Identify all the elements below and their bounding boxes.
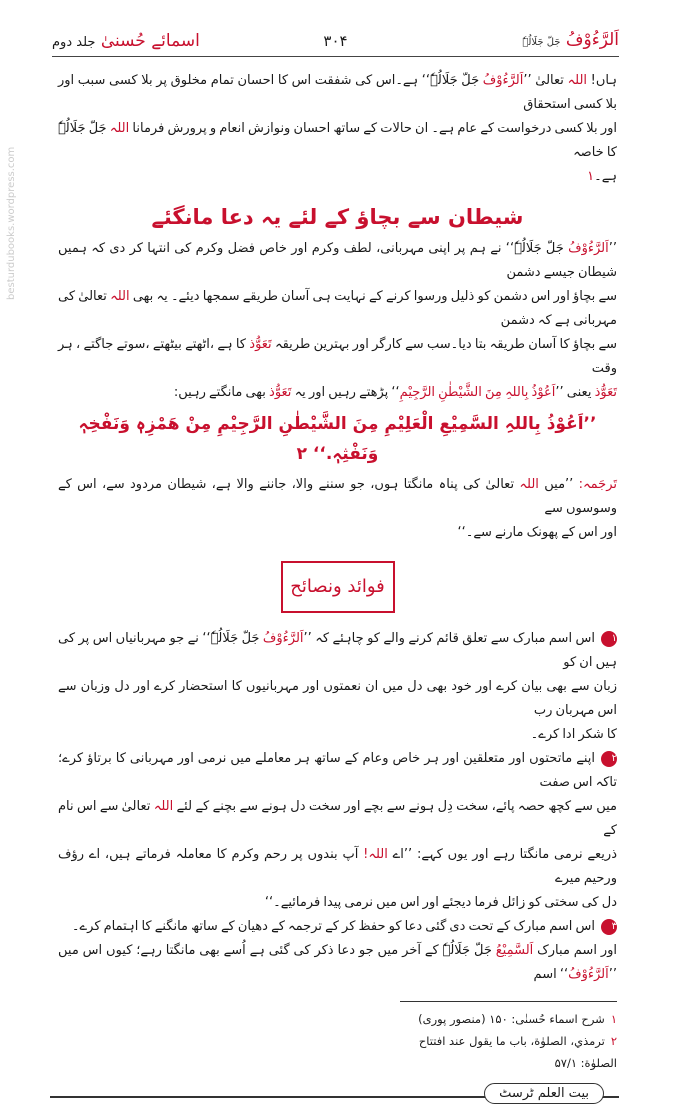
text-line [58, 69, 617, 117]
text-line [58, 675, 617, 723]
highlighted-text: اللہ [110, 289, 130, 304]
text-segment: زبان سے بھی بیان کرے اور خود بھی دل میں ان نعمتوں اور مہربانیوں کا استحضار کرے اور دل وزبان سے اس مہربان رب [58, 679, 617, 718]
page-number: ۳۰۴ [323, 32, 348, 50]
point-number-badge: ۱ [601, 631, 617, 647]
text-segment: ‘‘ پڑھتے رہیں اور یہ [291, 385, 400, 400]
text-segment: اور اس کے پھونک مارنے سے۔‘‘ [457, 525, 617, 540]
text-line [58, 117, 617, 165]
point-item [58, 627, 617, 747]
volume-label: جلد دوم [52, 35, 96, 50]
highlighted-text: اللہ [153, 799, 174, 814]
text-line [58, 915, 617, 939]
footnote-mark: ۲ [610, 1034, 617, 1048]
text-segment: سے بچاؤ اور اس دشمن کو ذلیل ورسوا کرنے کے نہایت ہی آسان طریقے سمجھا دیئے۔ یہ بھی [129, 289, 617, 304]
intro-paragraph [58, 69, 617, 189]
text-segment: جَلّ جَلَالُہٗ کے آخر میں جو دعا ذکر کی گئی ہے اُسے بھی مانگتا رہے؛ کیوں اس میں ’’ [58, 943, 617, 982]
text-segment: تعالیٰ کی مہربانی ہے کہ دشمن [58, 289, 617, 328]
points-list [58, 627, 617, 939]
point-number-badge: ۳ [601, 919, 617, 935]
highlighted-text: اَلرَّءُوْفُ [568, 241, 609, 256]
point-item [58, 915, 617, 939]
publisher-label: بیت العلم ٹرسٹ [484, 1083, 604, 1104]
text-line [58, 521, 617, 545]
footnote-text: ترمذي، الصلوٰة، باب ما يقول عند افتتاح الصلوٰة: ۵۷/۱ [418, 1034, 617, 1070]
header-chapter [522, 30, 619, 50]
section-paragraph [58, 237, 617, 405]
translation-paragraph [58, 473, 617, 545]
text-segment: ذریعے نرمی مانگتا رہے اور یوں کہے: ’’اے [387, 847, 617, 862]
text-segment: کا ہے ،اٹھتے بیٹھتے ،سوتے جاگتے ، ہر وقت [58, 337, 617, 376]
highlighted-text: تَعَوُّذ [249, 337, 272, 352]
highlighted-text: اَلرَّءُوْفُ [568, 967, 609, 982]
highlighted-text: اَعُوْذُ بِاللہِ مِنَ الشَّیْطٰنِ الرَّجِیْمِ [399, 385, 556, 400]
text-line [58, 473, 617, 521]
text-line [58, 747, 617, 795]
header-name: اَلرَّءُوْفُ [565, 30, 619, 50]
text-segment: جَلّ جَلَالُہٗ کا خاصہ [58, 121, 617, 160]
text-segment: ’’ [608, 241, 617, 256]
text-segment: کا شکر ادا کرے۔ [530, 727, 617, 742]
text-line [58, 939, 617, 987]
section-heading: شیطان سے بچاؤ کے لئے یہ دعا مانگئے [151, 205, 524, 229]
text-segment: اور اسم مبارک [533, 943, 617, 958]
text-segment: آپ بندوں پر رحم وکرم کا معاملہ فرماتے ہیں، اے رؤف ورحیم میرے [58, 847, 617, 886]
header-honorific: جَلّ جَلَالُہٗ [522, 37, 561, 48]
highlighted-text: اللہ [519, 477, 539, 492]
highlighted-text: اَلرَّءُوْفُ [482, 73, 524, 88]
closing-paragraph [58, 939, 617, 987]
text-segment: ہے۔ [594, 169, 617, 184]
text-segment: ہاں! [587, 73, 617, 88]
text-line [58, 333, 617, 381]
point-number-badge: ۲ [601, 751, 617, 767]
highlighted-text: اَلرَّءُوْفُ [262, 631, 304, 646]
text-segment: جَلّ جَلَالُہٗ‘‘ نے جو مہربانیاں اس پر کی ہیں ان کو [58, 631, 617, 670]
highlighted-text: تَعَوُّذ [594, 385, 617, 400]
text-line [58, 723, 617, 747]
text-segment: تعالیٰ کی پناہ مانگتا ہوں، جو سننے والا، جاننے والا ہے، شیطان مردود سے، اس کے وسوسوں سے [58, 477, 617, 516]
text-segment: اس اسم مبارک کے تحت دی گئی دعا کو حفظ کر کے ترجمہ کے دھیان کے ساتھ مانگنے کا اہتمام کرے۔ [71, 919, 595, 934]
footnote-mark: ۱ [610, 1012, 617, 1026]
text-segment: اور بلا کسی درخواست کے عام ہے۔ ان حالات کے ساتھ احسان ونوازش انعام و پرورش فرمانا [129, 121, 617, 136]
footnotes [400, 1001, 617, 1074]
header-book [52, 30, 200, 51]
highlighted-text: اللہ [567, 73, 588, 88]
text-segment: تعالیٰ سے اس نام کے [58, 799, 617, 838]
highlighted-text: اللہ! [363, 847, 388, 862]
fawaid-box-title: فوائد ونصائح [281, 561, 395, 613]
highlighted-text: تَعَوُّذ [269, 385, 292, 400]
text-segment: سے بچاؤ کا آسان طریقہ بتا دیا۔سب سے کارگر اور بہترین طریقہ [271, 337, 617, 352]
text-segment: بھی مانگتے رہیں: [173, 385, 270, 400]
text-line [58, 843, 617, 891]
text-line [58, 627, 617, 675]
text-segment: جَلّ جَلَالُہٗ‘‘ ہے۔اس کی شفقت اس کا احسان تمام مخلوق پر بلا کسی سبب اور بلا کسی استحقاق [58, 73, 617, 112]
footnote-text: شرح اسماء حُسنٰی: ۱۵۰ (منصور پوری) [418, 1012, 605, 1026]
footnote-1 [400, 1008, 617, 1030]
highlighted-text: ۱ [587, 169, 595, 184]
text-segment: جَلّ جَلَالُہٗ‘‘ نے ہم پر اپنی مہربانی، لطف وکرم اور خاص فضل وکرم کی انتہا کر دی کہ ہمیں شیطان جیسے دشمن [58, 241, 617, 280]
dua-ayah: ’’اَعُوْذُ بِاللہِ السَّمِیْعِ الْعَلِیْمِ مِنَ الشَّیْطٰنِ الرَّجِیْمِ مِنْ ھَمْزِہٖ وَنَفْخِہٖ وَنَفْثِہٖ.‘‘ ۲ [78, 414, 597, 464]
watermark: besturdubooks.wordpress.com [6, 146, 17, 300]
highlighted-text: تَرجَمہ: [578, 477, 617, 492]
page-body [58, 69, 617, 987]
text-segment: ’’میں [538, 477, 579, 492]
footnote-2 [400, 1030, 617, 1074]
text-line [58, 285, 617, 333]
text-line [58, 891, 617, 915]
text-segment: میں سے کچھ حصہ پائے، سخت دِل ہونے سے بچے اور سخت دل ہونے سے بچنے کے لئے [173, 799, 618, 814]
point-item [58, 747, 617, 915]
page-header [52, 28, 619, 57]
text-segment: دل کی سختی کو زائل فرما دیجئے اور اس میں نرمی پیدا فرمائیے۔‘‘ [264, 895, 617, 910]
text-segment: یعنی ’’ [555, 385, 595, 400]
text-line [58, 381, 617, 405]
text-line [58, 237, 617, 285]
book-title: اسمائے حُسنیٰ [100, 31, 200, 51]
footer-rule [50, 1086, 619, 1101]
text-segment: اس اسم مبارک سے تعلق قائم کرنے والے کو چاہئے کہ ’’ [303, 631, 595, 646]
text-segment: تعالیٰ ’’ [523, 73, 568, 88]
highlighted-text: اَلسَّمِیْعُ [495, 943, 534, 958]
highlighted-text: اللہ [109, 121, 130, 136]
text-segment: ‘‘ اسم [533, 967, 569, 982]
text-line [58, 165, 617, 189]
text-line [58, 795, 617, 843]
text-segment: اپنے ماتحتوں اور متعلقین اور ہر خاص وعام کے ساتھ ہر معاملے میں نرمی اور مہربانی کا برتاؤ کرے؛ تاکہ اس صفت [58, 751, 617, 790]
